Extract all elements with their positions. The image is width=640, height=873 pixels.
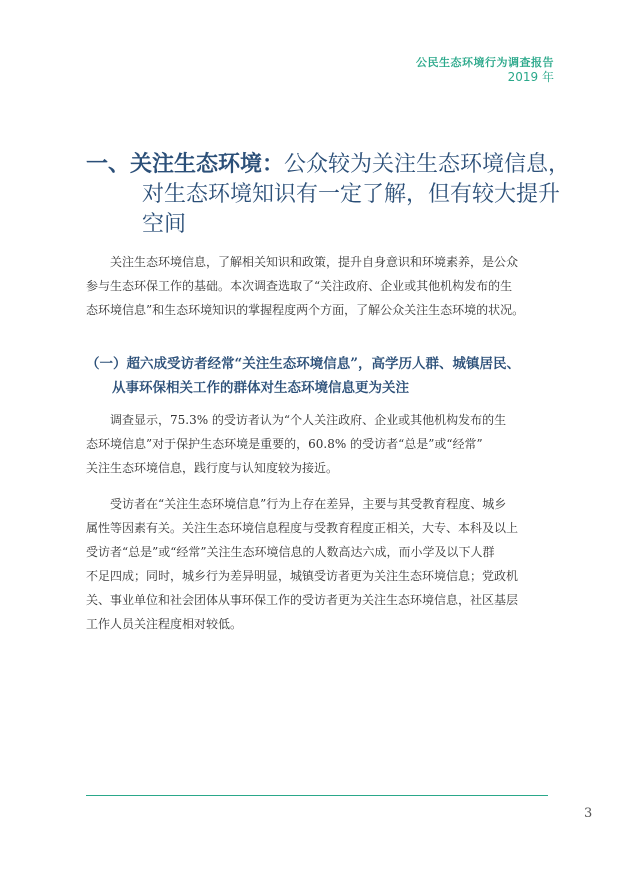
page-number: 3 [584,806,593,821]
intro-line: 参与生态环保工作的基础。本次调查选取了“关注政府、企业或其他机构发布的生 [86,279,513,293]
report-title: 公民生态环境行为调查报告 [416,56,554,69]
section-title [86,150,571,240]
subsection-heading-line-1: （一）超六成受访者经常“关注生态环境信息”，高学历人群、城镇居民、 [86,356,521,372]
section-title-line-1 [86,150,571,180]
footer-divider [86,795,548,796]
intro-paragraph [86,250,564,322]
intro-line: 态环境信息”和生态环境知识的掌握程度两个方面，了解公众关注生态环境的状况。 [86,303,525,317]
paragraph-line: 关注生态环境信息，践行度与认知度较为接近。 [86,461,339,475]
paragraph-line: 工作人员关注程度相对较低。 [86,617,243,631]
paragraph-line: 受访者“总是”或“经常”关注生态环境信息的人数高达六成，而小学及以下人群 [86,545,495,559]
running-header [416,56,554,84]
behavior-differences-paragraph [86,492,564,636]
subsection-heading-line-2: 从事环保相关工作的群体对生态环境信息更为关注 [112,380,409,396]
section-title-text: 公众较为关注生态环境信息， [284,152,571,177]
intro-line: 关注生态环境信息，了解相关知识和政策，提升自身意识和环境素养，是公众 [110,255,519,269]
paragraph-line: 态环境信息”对于保护生态环境是重要的，60.8% 的受访者“总是”或“经常” [86,437,483,451]
report-year: 2019 年 [507,70,554,84]
survey-findings-paragraph [86,408,564,480]
paragraph-line: 属性等因素有关。关注生态环境信息程度与受教育程度正相关，大专、本科及以上 [86,521,519,535]
section-heading: 一、关注生态环境： [86,152,285,177]
section-title-line-2: 对生态环境知识有一定了解，但有较大提升 [142,182,561,207]
paragraph-line: 不足四成；同时，城乡行为差异明显，城镇受访者更为关注生态环境信息；党政机 [86,569,519,583]
section-title-line-3: 空间 [142,212,187,237]
subsection-heading [86,352,566,400]
paragraph-line: 关、事业单位和社会团体从事环保工作的受访者更为关注生态环境信息，社区基层 [86,593,519,607]
paragraph-line: 受访者在“关注生态环境信息”行为上存在差异，主要与其受教育程度、城乡 [110,497,507,511]
paragraph-line: 调查显示，75.3% 的受访者认为“个人关注政府、企业或其他机构发布的生 [110,413,507,427]
